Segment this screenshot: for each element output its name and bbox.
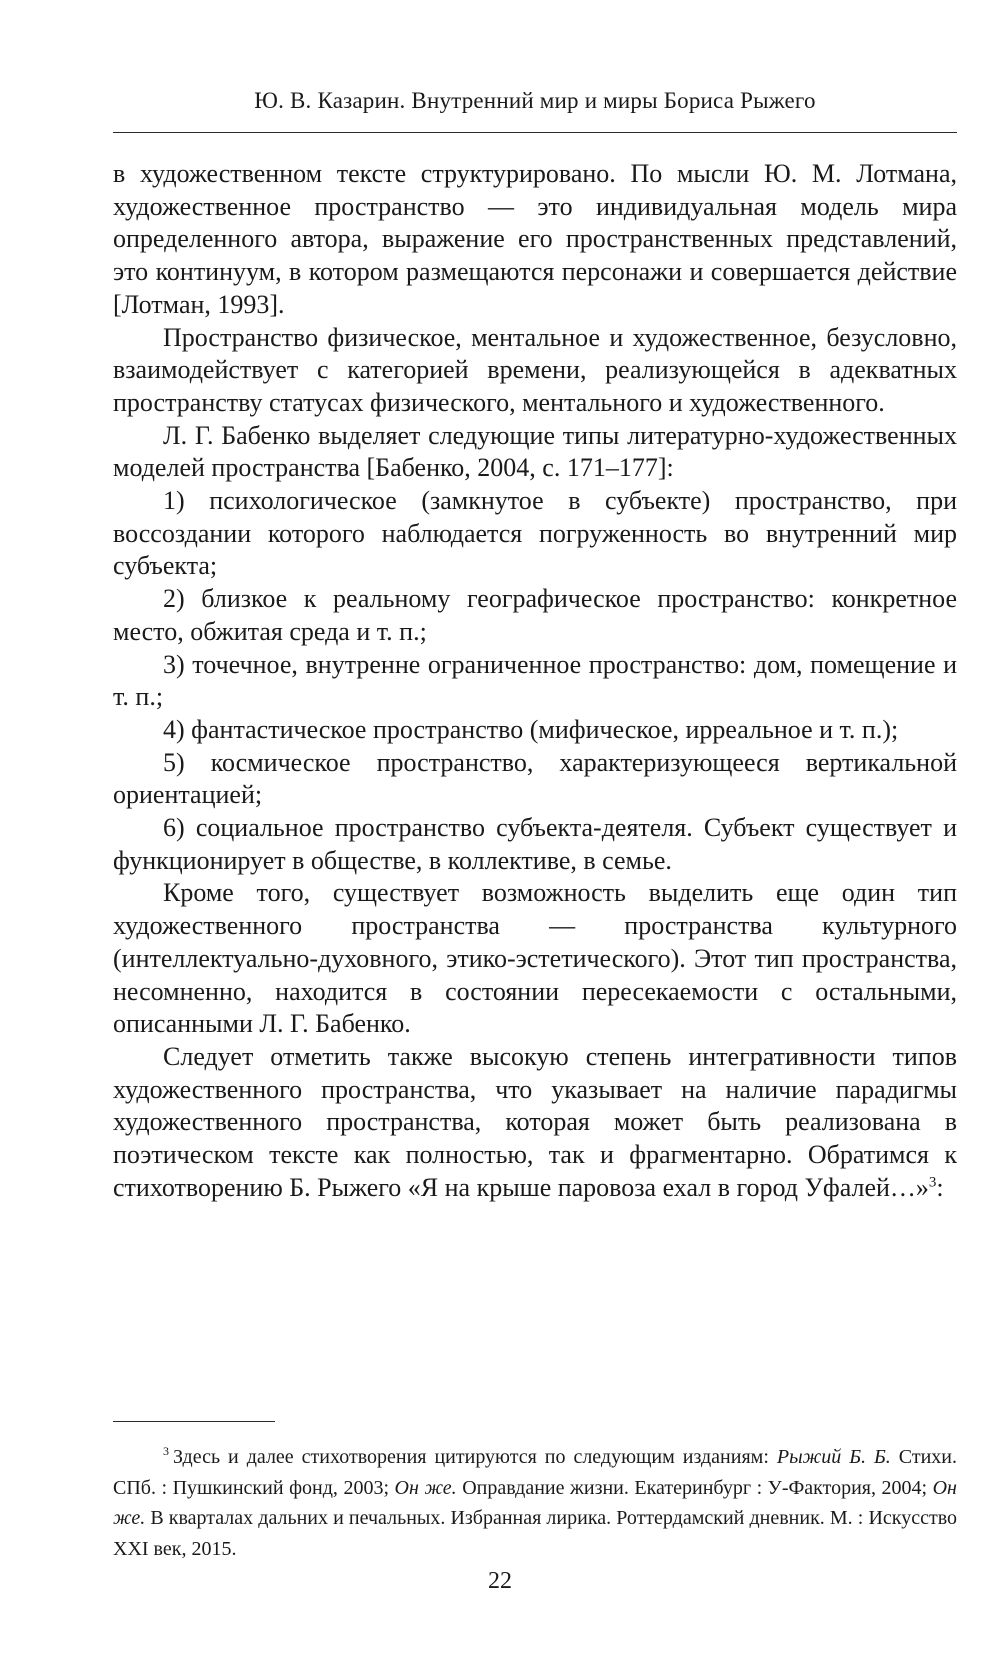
footnote-text: Оправдание жизни. Екатеринбург : У-Фактория, 2004; xyxy=(456,1476,933,1499)
paragraph: Л. Г. Бабенко выделяет следующие типы литературно-художественных моделей пространства [Бабенко, 2004, с. 171–177]: xyxy=(113,420,957,483)
footnote-number: 3 xyxy=(163,1444,169,1459)
header-rule xyxy=(113,132,957,133)
paragraph: в художественном тексте структурировано. По мысли Ю. М. Лотмана, художественное пространство — это индивидуальная модель мира определенного автора, выражение его пространственных представлений, это континуум, в котором размещаются персонажи и совершается действие [Лотман, 1993]. xyxy=(113,159,957,319)
paragraph-text: Следует отметить также высокую степень интегративности типов художественного пространства, что указывает на наличие парадигмы художественного пространства, которая может быть реализована в поэтическом тексте как полностью, так и фрагментарно. Обратимся к стихотворению Б. Рыжего «Я на крыше паровоза ехал в город Уфалей…» xyxy=(113,1041,957,1202)
running-head: Ю. В. Казарин. Внутренний мир и миры Бориса Рыжего xyxy=(254,88,816,113)
paragraph: Кроме того, существует возможность выделить еще один тип художественного пространства — пространства культурного (интеллектуально-духовного, этико-эстетического). Этот тип пространства, несомненно, находится в состоянии пересекаемости с остальными, описанными Л. Г. Бабенко. xyxy=(113,878,957,1039)
list-item: 1) психологическое (замкнутое в субъекте) пространство, при воссоздании которого наблюдается погруженность во внутренний мир субъекта; xyxy=(113,486,957,581)
list-item: 2) близкое к реальному географическое пространство: конкретное место, обжитая среда и т. п.; xyxy=(113,584,957,646)
body-text xyxy=(113,158,957,1205)
list-item: 3) точечное, внутренне ограниченное пространство: дом, помещение и т. п.; xyxy=(113,649,957,712)
paragraph: Пространство физическое, ментальное и художественное, безусловно, взаимодействует с категорией времени, реализующейся в адекватных пространству статусах физического, ментального и художественного. xyxy=(113,322,957,417)
list-item: 6) социальное пространство субъекта-деятеля. Субъект существует и функционирует в обществе, в коллективе, в семье. xyxy=(113,813,957,875)
footnote-reference[interactable]: 3 xyxy=(928,1174,937,1191)
footnote-text: В кварталах дальних и печальных. Избранная лирика. Роттердамский дневник. М. : Искусство XXI век, 2015. xyxy=(113,1507,957,1560)
footnote xyxy=(113,1442,957,1564)
footnote-text: Стихи. СПб. : Пушкинский фонд, 2003; xyxy=(113,1446,957,1499)
paragraph xyxy=(113,1041,957,1205)
footnote-text: Здесь и далее стихотворения цитируются по следующим изданиям: xyxy=(173,1446,777,1468)
footnote-author: Рыжий Б. Б. xyxy=(776,1446,891,1468)
footnote-rule xyxy=(113,1421,275,1422)
page-number: 22 xyxy=(488,1568,512,1594)
footnote-author: Он же. xyxy=(394,1476,457,1499)
list-item: 5) космическое пространство, характеризующееся вертикальной ориентацией; xyxy=(113,747,957,810)
list-item: 4) фантастическое пространство (мифическое, ирреальное и т. п.); xyxy=(163,714,899,744)
footnote-author: Он же. xyxy=(113,1476,957,1529)
paragraph-end: : xyxy=(936,1172,944,1202)
